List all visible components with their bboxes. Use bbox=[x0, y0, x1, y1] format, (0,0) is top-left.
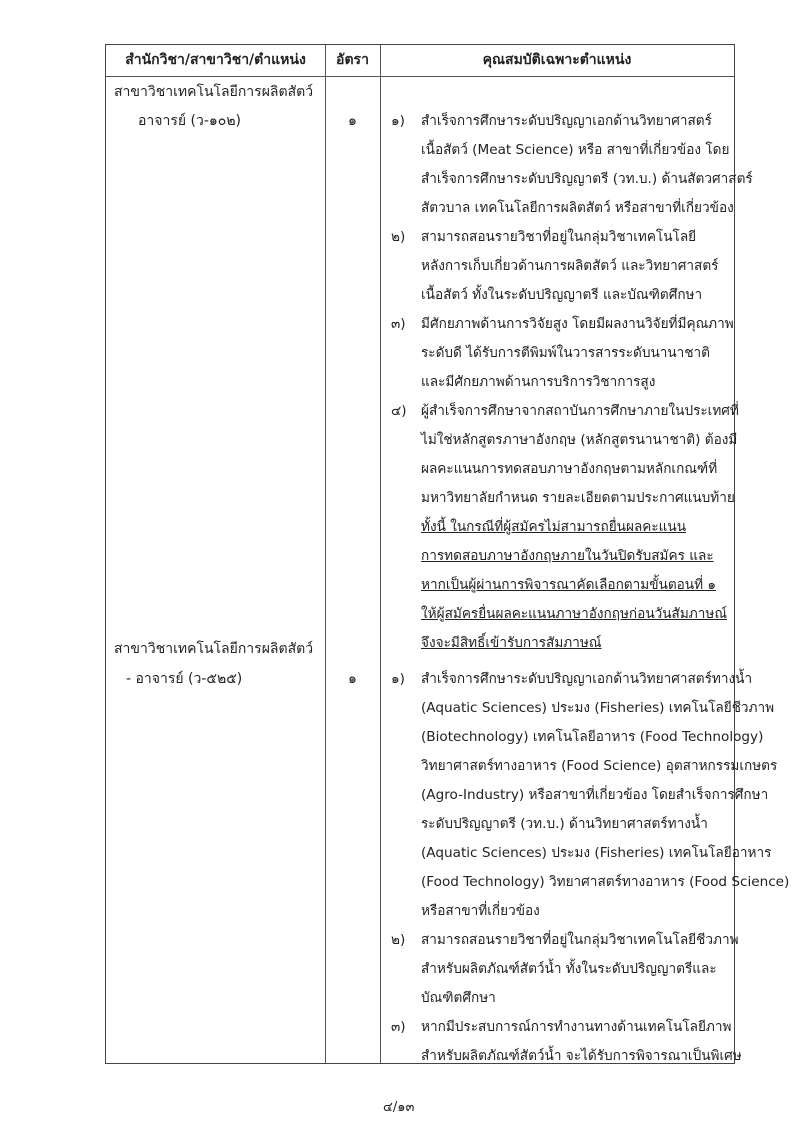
qualifications-table bbox=[105, 44, 790, 1064]
text-line: สัตวบาล เทคโนโลยีการผลิตสัตว์ หรือสาขาที่เกี่ยวข้อง bbox=[421, 200, 734, 216]
page-number: ๔/๑๓ bbox=[383, 1100, 415, 1115]
item-number: ๓) bbox=[391, 316, 406, 332]
text-line: ไม่ใช่หลักสูตรภาษาอังกฤษ (หลักสูตรนานาชาติ) ต้องมี bbox=[421, 432, 738, 448]
text-line: สำเร็จการศึกษาระดับปริญญาเอกด้านวิทยาศาสตร์ทางน้ำ bbox=[421, 671, 753, 687]
underlined-text-line: ทั้งนี้ ในกรณีที่ผู้สมัครไม่สามารถยื่นผลคะแนน bbox=[421, 519, 687, 535]
text-line: (Food Technology) วิทยาศาสตร์ทางอาหาร (Food Science) bbox=[421, 874, 790, 890]
underlined-text-line: หากเป็นผู้ผ่านการพิจารณาคัดเลือกตามขั้นตอนที่ ๑ bbox=[421, 577, 717, 593]
item-number: ๑) bbox=[391, 113, 405, 129]
underlined-text-line: จึงจะมีสิทธิ์เข้ารับการสัมภาษณ์ bbox=[421, 635, 602, 651]
underlined-text-line: การทดสอบภาษาอังกฤษภายในวันปิดรับสมัคร และ bbox=[421, 548, 714, 564]
text-line: หลังการเก็บเกี่ยวด้านการผลิตสัตว์ และวิทยาศาสตร์ bbox=[421, 258, 719, 274]
qualification-item bbox=[391, 926, 789, 1013]
qualification-list bbox=[391, 665, 789, 1071]
item-number: ๒) bbox=[391, 932, 406, 948]
text-line: สำเร็จการศึกษาระดับปริญญาตรี (วท.บ.) ด้านสัตวศาสตร์ bbox=[421, 171, 753, 187]
text-line: มหาวิทยาลัยกำหนด รายละเอียดตามประกาศแนบท้าย bbox=[421, 490, 735, 506]
position-rate: ๑ bbox=[348, 113, 357, 129]
position-title: อาจารย์ (ว-๑๐๒) bbox=[138, 113, 242, 129]
item-number: ๒) bbox=[391, 229, 406, 245]
text-line: ระดับปริญญาตรี (วท.บ.) ด้านวิทยาศาสตร์ทางน้ำ bbox=[421, 816, 708, 832]
text-line: บัณฑิตศึกษา bbox=[421, 990, 496, 1006]
text-line: เนื้อสัตว์ ทั้งในระดับปริญญาตรี และบัณฑิตศึกษา bbox=[421, 287, 703, 303]
department-name: สาขาวิชาเทคโนโลยีการผลิตสัตว์ bbox=[114, 641, 314, 657]
text-line: สามารถสอนรายวิชาที่อยู่ในกลุ่มวิชาเทคโนโลยี bbox=[421, 229, 697, 245]
underlined-text-line: ให้ผู้สมัครยื่นผลคะแนนภาษาอังกฤษก่อนวันสัมภาษณ์ bbox=[421, 606, 727, 622]
position-rate: ๑ bbox=[348, 671, 357, 687]
text-line: (Aquatic Sciences) ประมง (Fisheries) เทคโนโลยีอาหาร bbox=[421, 845, 772, 861]
department-name: สาขาวิชาเทคโนโลยีการผลิตสัตว์ bbox=[114, 84, 314, 100]
qualification-item bbox=[391, 397, 753, 658]
text-line: หากมีประสบการณ์การทำงานทางด้านเทคโนโลยีภาพ bbox=[421, 1019, 732, 1035]
position-title: - อาจารย์ (ว-๕๒๕) bbox=[126, 671, 243, 687]
qualification-item bbox=[391, 107, 753, 223]
column-divider bbox=[325, 45, 326, 1063]
item-number: ๓) bbox=[391, 1019, 406, 1035]
text-line: ผู้สำเร็จการศึกษาจากสถาบันการศึกษาภายในประเทศที่ bbox=[421, 403, 739, 419]
qualification-item bbox=[391, 665, 789, 926]
qualification-item bbox=[391, 223, 753, 310]
text-line: สำหรับผลิตภัณฑ์สัตว์น้ำ จะได้รับการพิจารณาเป็นพิเศษ bbox=[421, 1048, 742, 1064]
column-divider bbox=[380, 45, 381, 1063]
text-line: สำหรับผลิตภัณฑ์สัตว์น้ำ ทั้งในระดับปริญญาตรีและ bbox=[421, 961, 717, 977]
text-line: ผลคะแนนการทดสอบภาษาอังกฤษตามหลักเกณฑ์ที่ bbox=[421, 461, 718, 477]
text-line: เนื้อสัตว์ (Meat Science) หรือ สาขาที่เกี่ยวข้อง โดย bbox=[421, 142, 730, 158]
qualification-item bbox=[391, 1013, 789, 1071]
text-line: สามารถสอนรายวิชาที่อยู่ในกลุ่มวิชาเทคโนโลยีชีวภาพ bbox=[421, 932, 739, 948]
qualification-list bbox=[391, 107, 753, 658]
text-line: หรือสาขาที่เกี่ยวข้อง bbox=[421, 903, 540, 919]
text-line: (Biotechnology) เทคโนโลยีอาหาร (Food Technology) bbox=[421, 729, 764, 745]
text-line: ระดับดี ได้รับการตีพิมพ์ในวารสารระดับนานาชาติ bbox=[421, 345, 711, 361]
header-divider bbox=[106, 76, 734, 77]
header-qualifications: คุณสมบัติเฉพาะตำแหน่ง bbox=[482, 52, 632, 68]
text-line: (Agro-Industry) หรือสาขาที่เกี่ยวข้อง โดยสำเร็จการศึกษา bbox=[421, 787, 769, 803]
text-line: และมีศักยภาพด้านการบริการวิชาการสูง bbox=[421, 374, 656, 390]
text-line: (Aquatic Sciences) ประมง (Fisheries) เทคโนโลยีชีวภาพ bbox=[421, 700, 775, 716]
header-rate: อัตรา bbox=[336, 52, 369, 68]
header-department: สำนักวิชา/สาขาวิชา/ตำแหน่ง bbox=[125, 52, 306, 68]
text-line: มีศักยภาพด้านการวิจัยสูง โดยมีผลงานวิจัยที่มีคุณภาพ bbox=[421, 316, 734, 332]
qualification-item bbox=[391, 310, 753, 397]
item-number: ๔) bbox=[391, 403, 407, 419]
item-number: ๑) bbox=[391, 671, 405, 687]
text-line: วิทยาศาสตร์ทางอาหาร (Food Science) อุตสาหกรรมเกษตร bbox=[421, 758, 778, 774]
text-line: สำเร็จการศึกษาระดับปริญญาเอกด้านวิทยาศาสตร์ bbox=[421, 113, 712, 129]
